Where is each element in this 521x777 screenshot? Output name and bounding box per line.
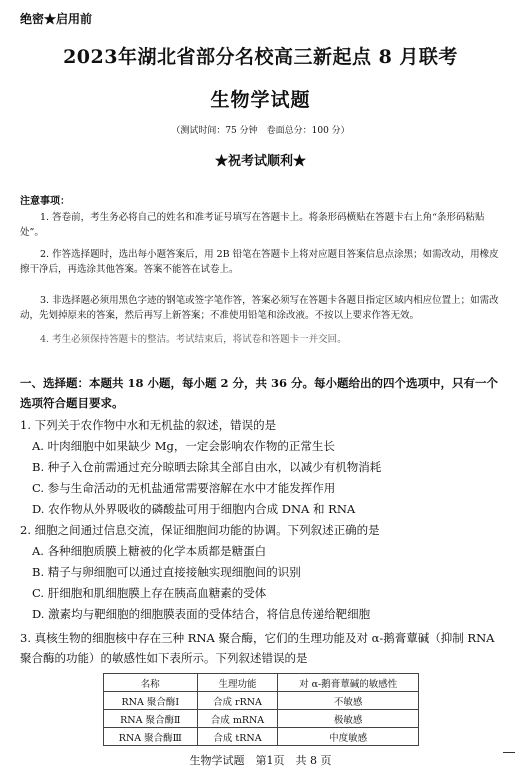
- question-2-option-c: C. 肝细胞和肌细胞膜上存在胰高血糖素的受体: [32, 586, 267, 600]
- table-header-cell: 对 α-鹅膏蕈碱的敏感性: [278, 674, 419, 692]
- secret-label: 绝密★启用前: [20, 12, 93, 26]
- question-1-option-d: D. 农作物从外界吸收的磷酸盐可用于细胞内合成 DNA 和 RNA: [32, 502, 356, 516]
- table-cell: RNA 聚合酶Ⅱ: [104, 710, 198, 728]
- table-cell: 不敏感: [278, 692, 419, 710]
- question-3-stem: 3. 真核生物的细胞核中存在三种 RNA 聚合酶，它们的生理功能及对 α-鹅膏蕈碱（抑制 RNA 聚合酶的功能）的敏感性如下表所示。下列叙述错误的是: [20, 631, 495, 665]
- table-cell: 中度敏感: [278, 728, 419, 746]
- question-2-option-b: B. 精子与卵细胞可以通过直接接触实现细胞间的识别: [32, 565, 301, 579]
- exam-meta: （测试时间：75 分钟 卷面总分：100 分）: [171, 126, 350, 136]
- table-cell: 合成 mRNA: [197, 710, 278, 728]
- question-1-option-c: C. 参与生命活动的无机盐通常需要溶解在水中才能发挥作用: [32, 481, 336, 495]
- table-cell: 极敏感: [278, 710, 419, 728]
- question-2-option-a: A. 各种细胞质膜上糖被的化学本质都是糖蛋白: [32, 544, 267, 558]
- notice-heading: 注意事项：: [20, 196, 70, 207]
- section-heading: 一、选择题：本题共 18 小题，每小题 2 分，共 36 分。每小题给出的四个选项中，只有一个选项符合题目要求。: [20, 376, 499, 410]
- table-header-row: [104, 674, 419, 692]
- exam-title: 2023年湖北省部分名校高三新起点 8 月联考: [63, 46, 458, 68]
- margin-dash: [503, 752, 515, 753]
- table-cell: 合成 tRNA: [197, 728, 278, 746]
- question-2-option-d: D. 激素均与靶细胞的细胞膜表面的受体结合，将信息传递给靶细胞: [32, 607, 371, 621]
- question-2-stem: 2. 细胞之间通过信息交流，保证细胞间功能的协调。下列叙述正确的是: [20, 523, 380, 537]
- question-1-option-b: B. 种子入仓前需通过充分晾晒去除其全部自由水，以减少有机物消耗: [32, 460, 382, 474]
- table-row: [104, 710, 419, 728]
- subject-title: 生物学试题: [210, 89, 311, 111]
- page-footer: 生物学试题 第1页 共 8 页: [189, 754, 332, 767]
- good-luck-line: ★祝考试顺利★: [214, 154, 306, 169]
- table-cell: RNA 聚合酶Ⅰ: [104, 692, 198, 710]
- rna-polymerase-table: [103, 673, 419, 746]
- question-1-stem: 1. 下列关于农作物中水和无机盐的叙述，错误的是: [20, 418, 277, 432]
- table-row: [104, 692, 419, 710]
- notice-item-2: 2. 作答选择题时，选出每小题答案后，用 2B 铅笔在答题卡上将对应题目答案信息点涂黑；如需改动，用橡皮擦干净后，再选涂其他答案。答案不能答在试卷上。: [20, 249, 499, 275]
- notice-item-4: 4. 考生必须保持答题卡的整洁。考试结束后，将试卷和答题卡一并交回。: [40, 334, 347, 345]
- table-row: [104, 728, 419, 746]
- notice-item-1: 1. 答卷前，考生务必将自己的姓名和准考证号填写在答题卡上。将条形码横贴在答题卡右上角“条形码粘贴处”。: [20, 212, 485, 238]
- question-1-option-a: A. 叶肉细胞中如果缺少 Mg，一定会影响农作物的正常生长: [32, 439, 335, 453]
- table-cell: 合成 rRNA: [197, 692, 278, 710]
- notice-item-3: 3. 非选择题必须用黑色字迹的钢笔或签字笔作答，答案必须写在答题卡各题目指定区域内相应位置上；如需改动，先划掉原来的答案，然后再写上新答案；不准使用铅笔和涂改液。不按以上要求作答无效。: [20, 295, 499, 321]
- table-header-cell: 生理功能: [197, 674, 278, 692]
- table-cell: RNA 聚合酶Ⅲ: [104, 728, 198, 746]
- table-header-cell: 名称: [104, 674, 198, 692]
